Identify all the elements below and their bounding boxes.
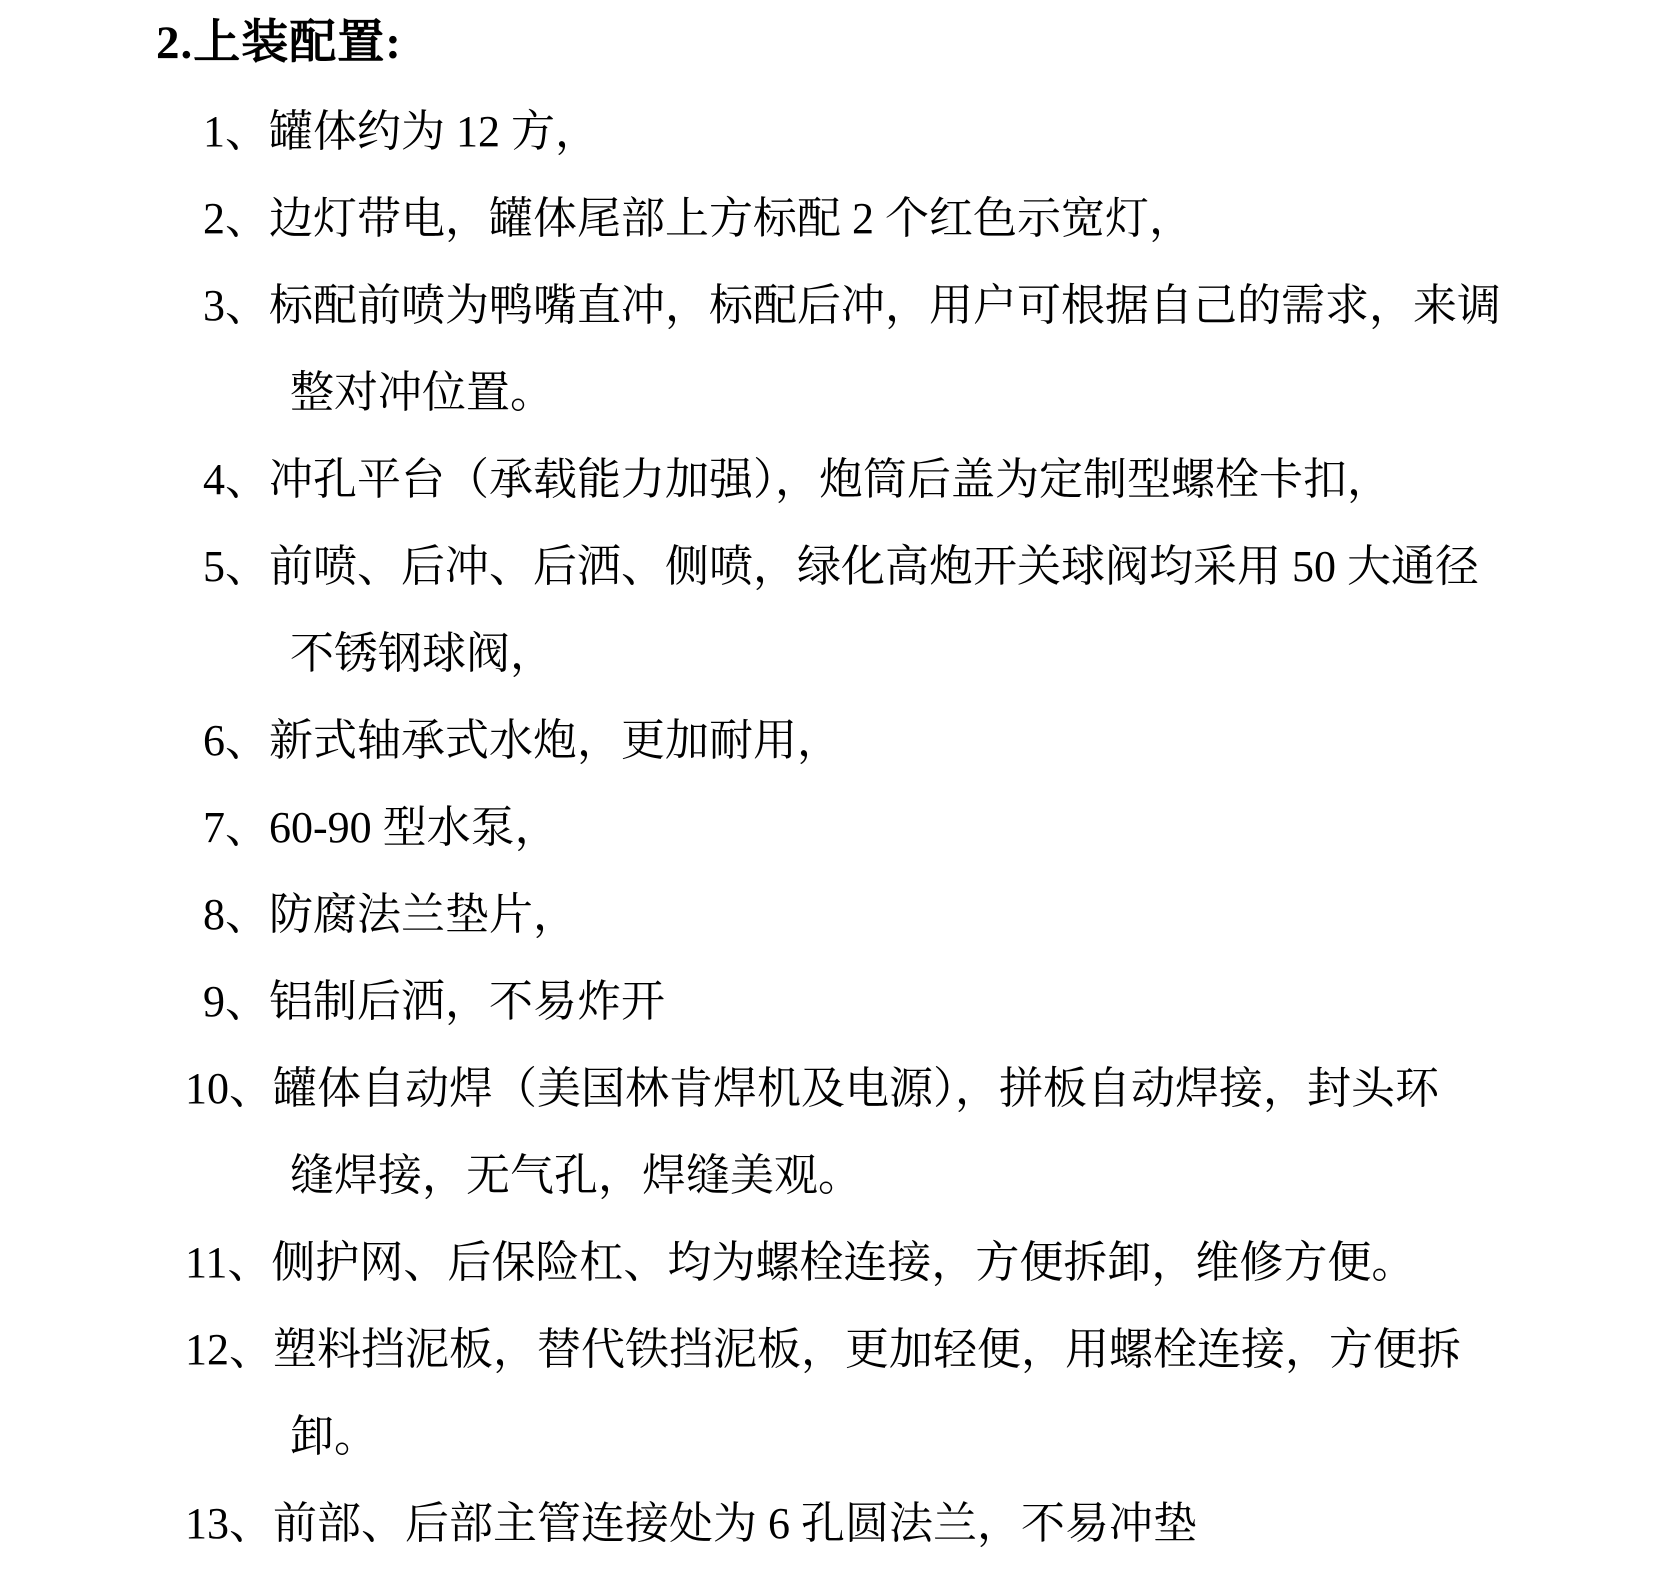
item-number: 13、 bbox=[185, 1499, 273, 1548]
item-number: 10、 bbox=[185, 1064, 273, 1113]
item-number: 4、 bbox=[203, 455, 269, 504]
list-line: 7、60-90 型水泵， bbox=[203, 803, 559, 852]
item-number: 3、 bbox=[203, 281, 269, 330]
section-title: 2.上装配置: bbox=[156, 17, 402, 69]
item-number: 12、 bbox=[185, 1325, 273, 1374]
list-line: 1、罐体约为 12 方， bbox=[203, 107, 599, 156]
item-number: 5、 bbox=[203, 542, 269, 591]
item-number: 7、 bbox=[203, 803, 269, 852]
list-line: 不锈钢球阀， bbox=[290, 629, 554, 678]
item-number: 2、 bbox=[203, 194, 269, 243]
list-line: 8、防腐法兰垫片， bbox=[203, 890, 577, 939]
list-line: 2、边灯带电，罐体尾部上方标配 2 个红色示宽灯， bbox=[203, 194, 1193, 243]
config-list bbox=[0, 88, 1654, 1567]
list-line: 卸。 bbox=[290, 1412, 378, 1461]
list-line: 3、标配前喷为鸭嘴直冲，标配后冲，用户可根据自己的需求，来调 bbox=[203, 281, 1501, 330]
item-number: 11、 bbox=[185, 1238, 272, 1287]
item-number: 6、 bbox=[203, 716, 269, 765]
item-number: 9、 bbox=[203, 977, 269, 1026]
item-number: 1、 bbox=[203, 107, 269, 156]
list-line: 6、新式轴承式水炮，更加耐用， bbox=[203, 716, 841, 765]
list-line: 4、冲孔平台（承载能力加强），炮筒后盖为定制型螺栓卡扣， bbox=[203, 455, 1391, 504]
list-line: 5、前喷、后冲、后洒、侧喷，绿化高炮开关球阀均采用 50 大通径 bbox=[203, 542, 1479, 591]
list-line: 11、侧护网、后保险杠、均为螺栓连接，方便拆卸，维修方便。 bbox=[185, 1238, 1416, 1287]
list-line: 9、铝制后洒，不易炸开 bbox=[203, 977, 665, 1026]
list-line: 10、罐体自动焊（美国林肯焊机及电源），拼板自动焊接，封头环 bbox=[185, 1064, 1439, 1113]
list-line: 整对冲位置。 bbox=[290, 368, 554, 417]
list-line: 缝焊接，无气孔，焊缝美观。 bbox=[290, 1151, 862, 1200]
list-line: 13、前部、后部主管连接处为 6 孔圆法兰，不易冲垫 bbox=[185, 1499, 1197, 1548]
list-line: 12、塑料挡泥板，替代铁挡泥板，更加轻便，用螺栓连接，方便拆 bbox=[185, 1325, 1461, 1374]
item-number: 8、 bbox=[203, 890, 269, 939]
